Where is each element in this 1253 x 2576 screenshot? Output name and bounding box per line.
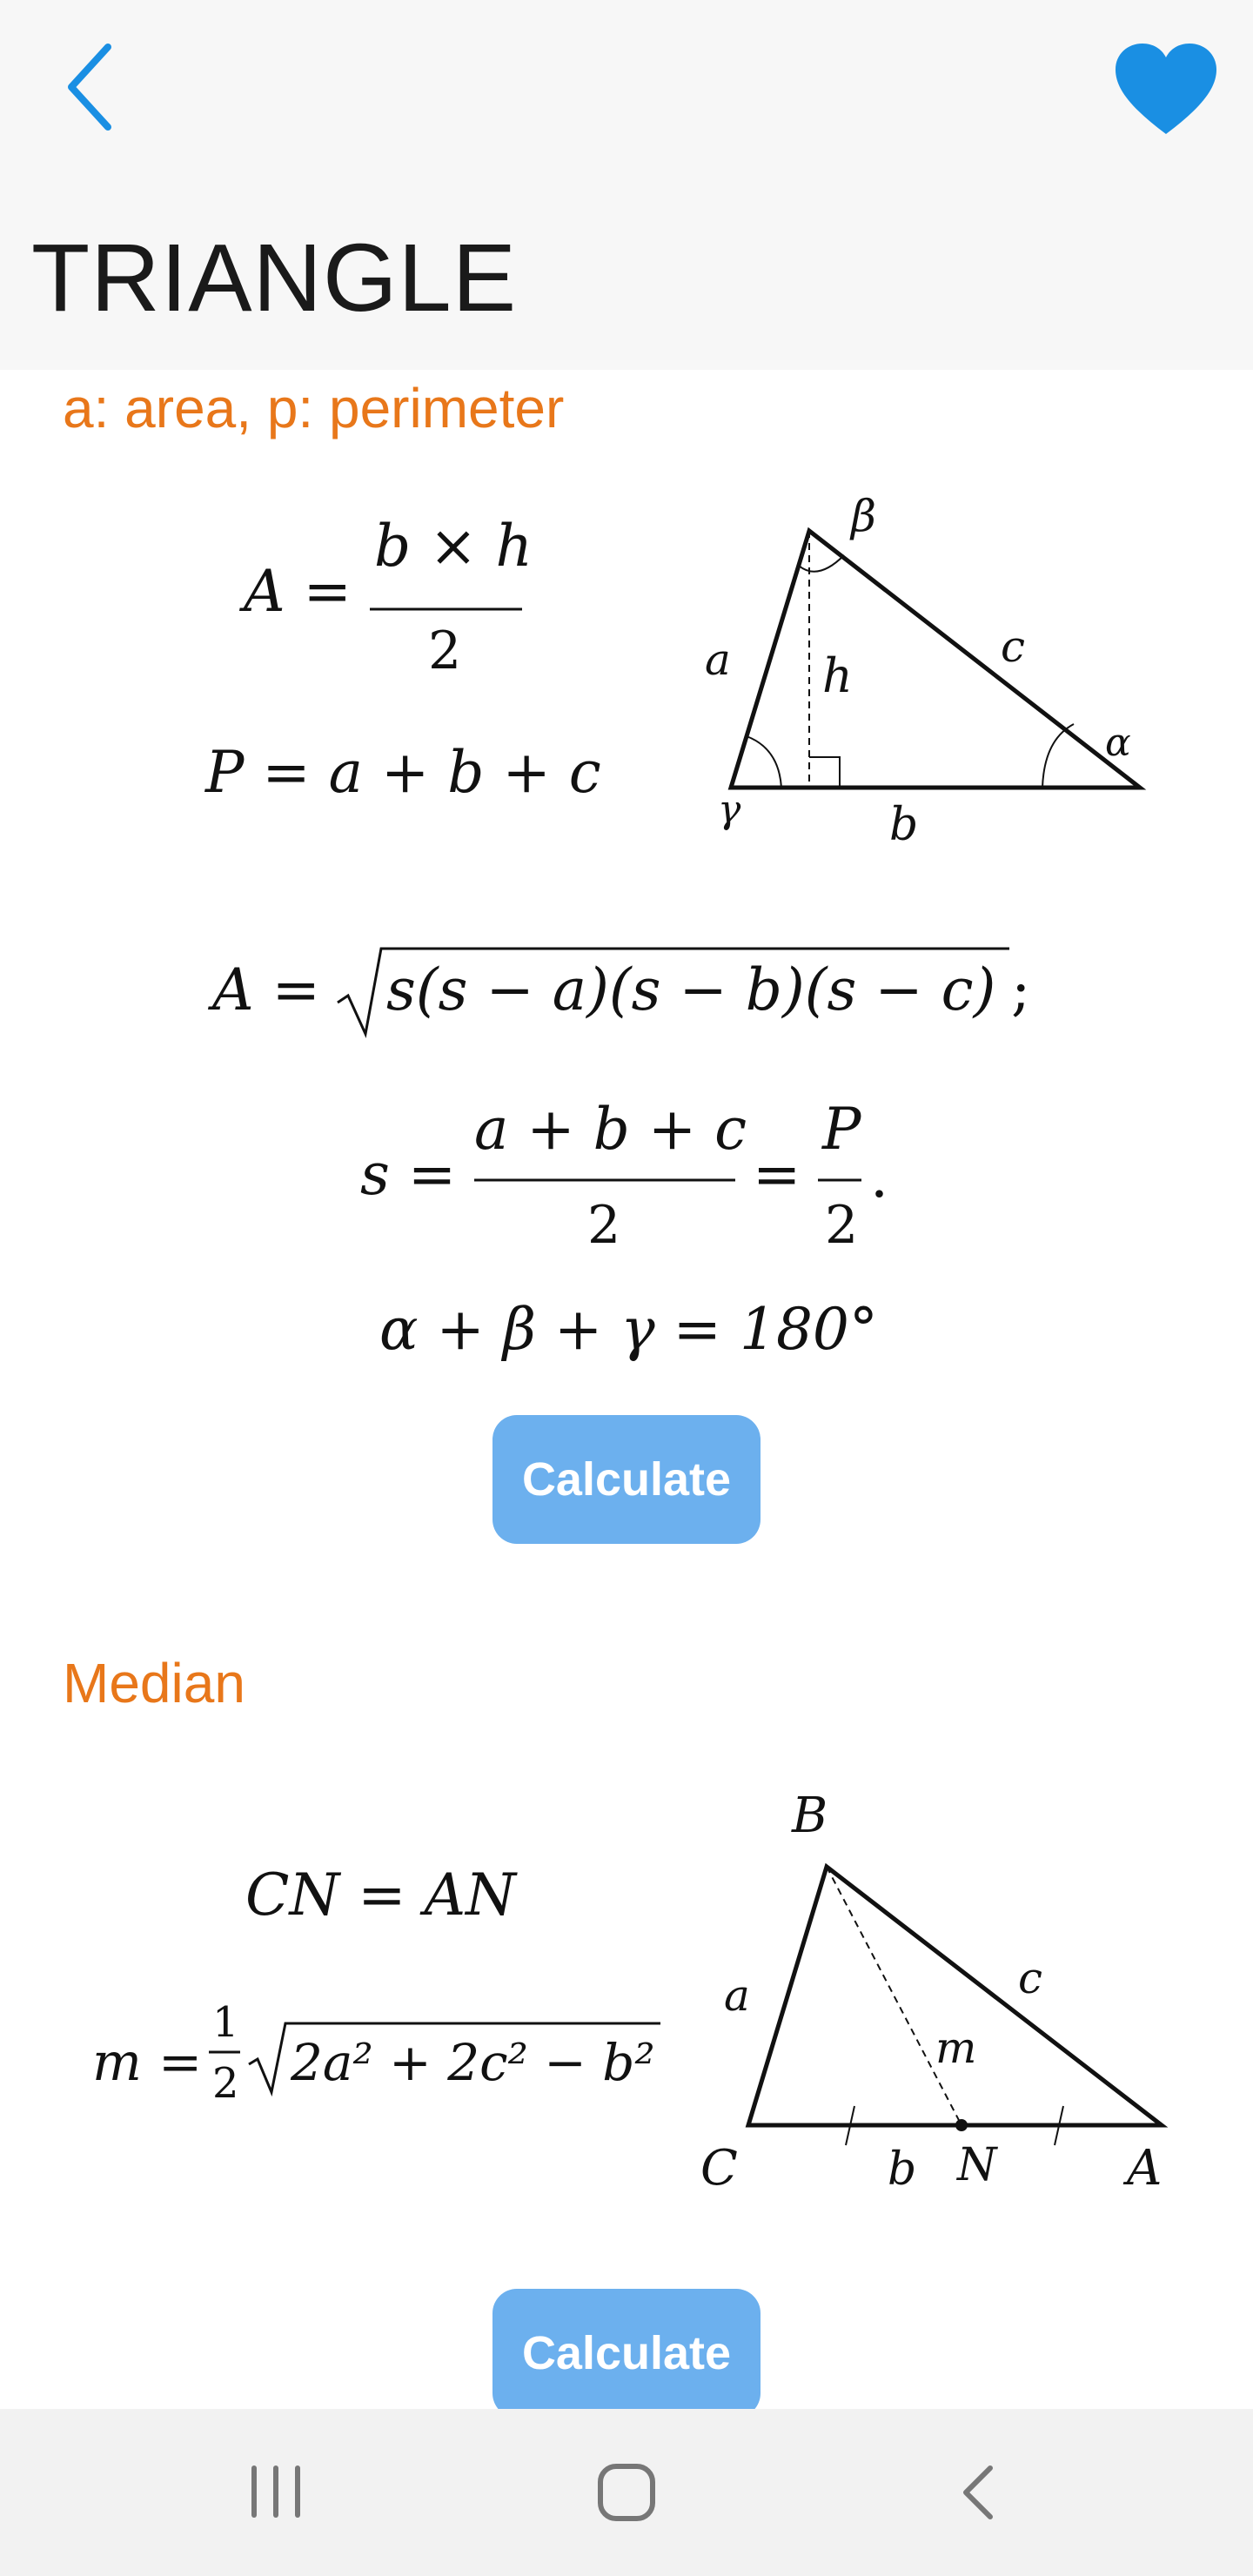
- median-radicand: 2a² + 2c² − b²: [291, 2033, 655, 2092]
- area-formula: [235, 513, 531, 688]
- median-triangle-diagram: [687, 1775, 1192, 2210]
- back-icon[interactable]: [957, 2461, 1001, 2524]
- label-b: b: [888, 2143, 917, 2196]
- perimeter-formula: [202, 731, 620, 818]
- label-alpha: α: [1105, 721, 1131, 765]
- label-b: b: [889, 799, 919, 851]
- system-nav-bar: [0, 2409, 1253, 2576]
- label-beta: β: [851, 491, 876, 541]
- midpoint-dot: [955, 2119, 968, 2131]
- area-formula-numerator: b × h: [374, 513, 533, 580]
- s-denominator: 2: [587, 1195, 621, 1256]
- recents-icon[interactable]: [247, 2461, 305, 2522]
- heron-end: ;: [1011, 956, 1031, 1023]
- label-C: C: [700, 2140, 738, 2197]
- semiperimeter-formula: [357, 1088, 914, 1262]
- perimeter-formula-text: P = a + b + c: [205, 739, 601, 806]
- s-end: .: [870, 1144, 888, 1211]
- calculate-median-button[interactable]: Calculate: [492, 2289, 761, 2418]
- angle-sum-text: α + β + γ = 180°: [379, 1296, 878, 1363]
- s-numerator-2: P: [822, 1096, 861, 1163]
- median-numerator: 1: [212, 1998, 239, 2047]
- label-c: c: [1018, 1953, 1043, 2003]
- right-angle-mark: [809, 757, 840, 788]
- heron-radicand: s(s − a)(s − b)(s − c): [386, 956, 996, 1023]
- heart-icon[interactable]: [1114, 44, 1218, 139]
- median-formula: [90, 1984, 682, 2141]
- label-a: a: [724, 1970, 750, 2021]
- label-A: A: [1127, 2140, 1163, 2197]
- s-denominator-2: 2: [825, 1195, 859, 1256]
- median-denominator: 2: [212, 2059, 239, 2108]
- area-formula-left: A =: [244, 558, 352, 625]
- label-m: m: [935, 2023, 977, 2073]
- triangle-shape: [731, 531, 1140, 788]
- home-icon[interactable]: [595, 2461, 658, 2524]
- s-left: s =: [360, 1141, 457, 1208]
- beta-arc: [799, 555, 844, 572]
- angle-sum-formula: [376, 1288, 898, 1375]
- label-gamma: γ: [718, 788, 741, 832]
- median-left: m =: [92, 2032, 203, 2093]
- chevron-left-icon[interactable]: [56, 35, 125, 139]
- label-a: a: [705, 634, 731, 685]
- page-title: TRIANGLE: [31, 225, 518, 332]
- s-equals: =: [753, 1141, 801, 1208]
- median-triangle-shape: [748, 1867, 1162, 2125]
- app-header: [0, 0, 1253, 370]
- heron-formula: [209, 931, 1062, 1044]
- heron-left: A =: [212, 956, 320, 1023]
- cn-an-text: CN = AN: [245, 1862, 516, 1929]
- s-numerator: a + b + c: [474, 1096, 747, 1163]
- area-formula-denominator: 2: [428, 621, 462, 681]
- label-h: h: [822, 648, 853, 703]
- triangle-diagram: [679, 487, 1166, 870]
- gamma-arc: [747, 736, 781, 788]
- calculate-area-button[interactable]: Calculate: [492, 1415, 761, 1544]
- label-c: c: [1001, 621, 1026, 672]
- section-title-area-perimeter: a: area, p: perimeter: [63, 377, 565, 439]
- label-B: B: [792, 1788, 828, 1844]
- label-N: N: [957, 2139, 997, 2191]
- section-title-median: Median: [63, 1652, 245, 1714]
- median-line: [827, 1867, 962, 2125]
- cn-an-formula: [242, 1854, 590, 1941]
